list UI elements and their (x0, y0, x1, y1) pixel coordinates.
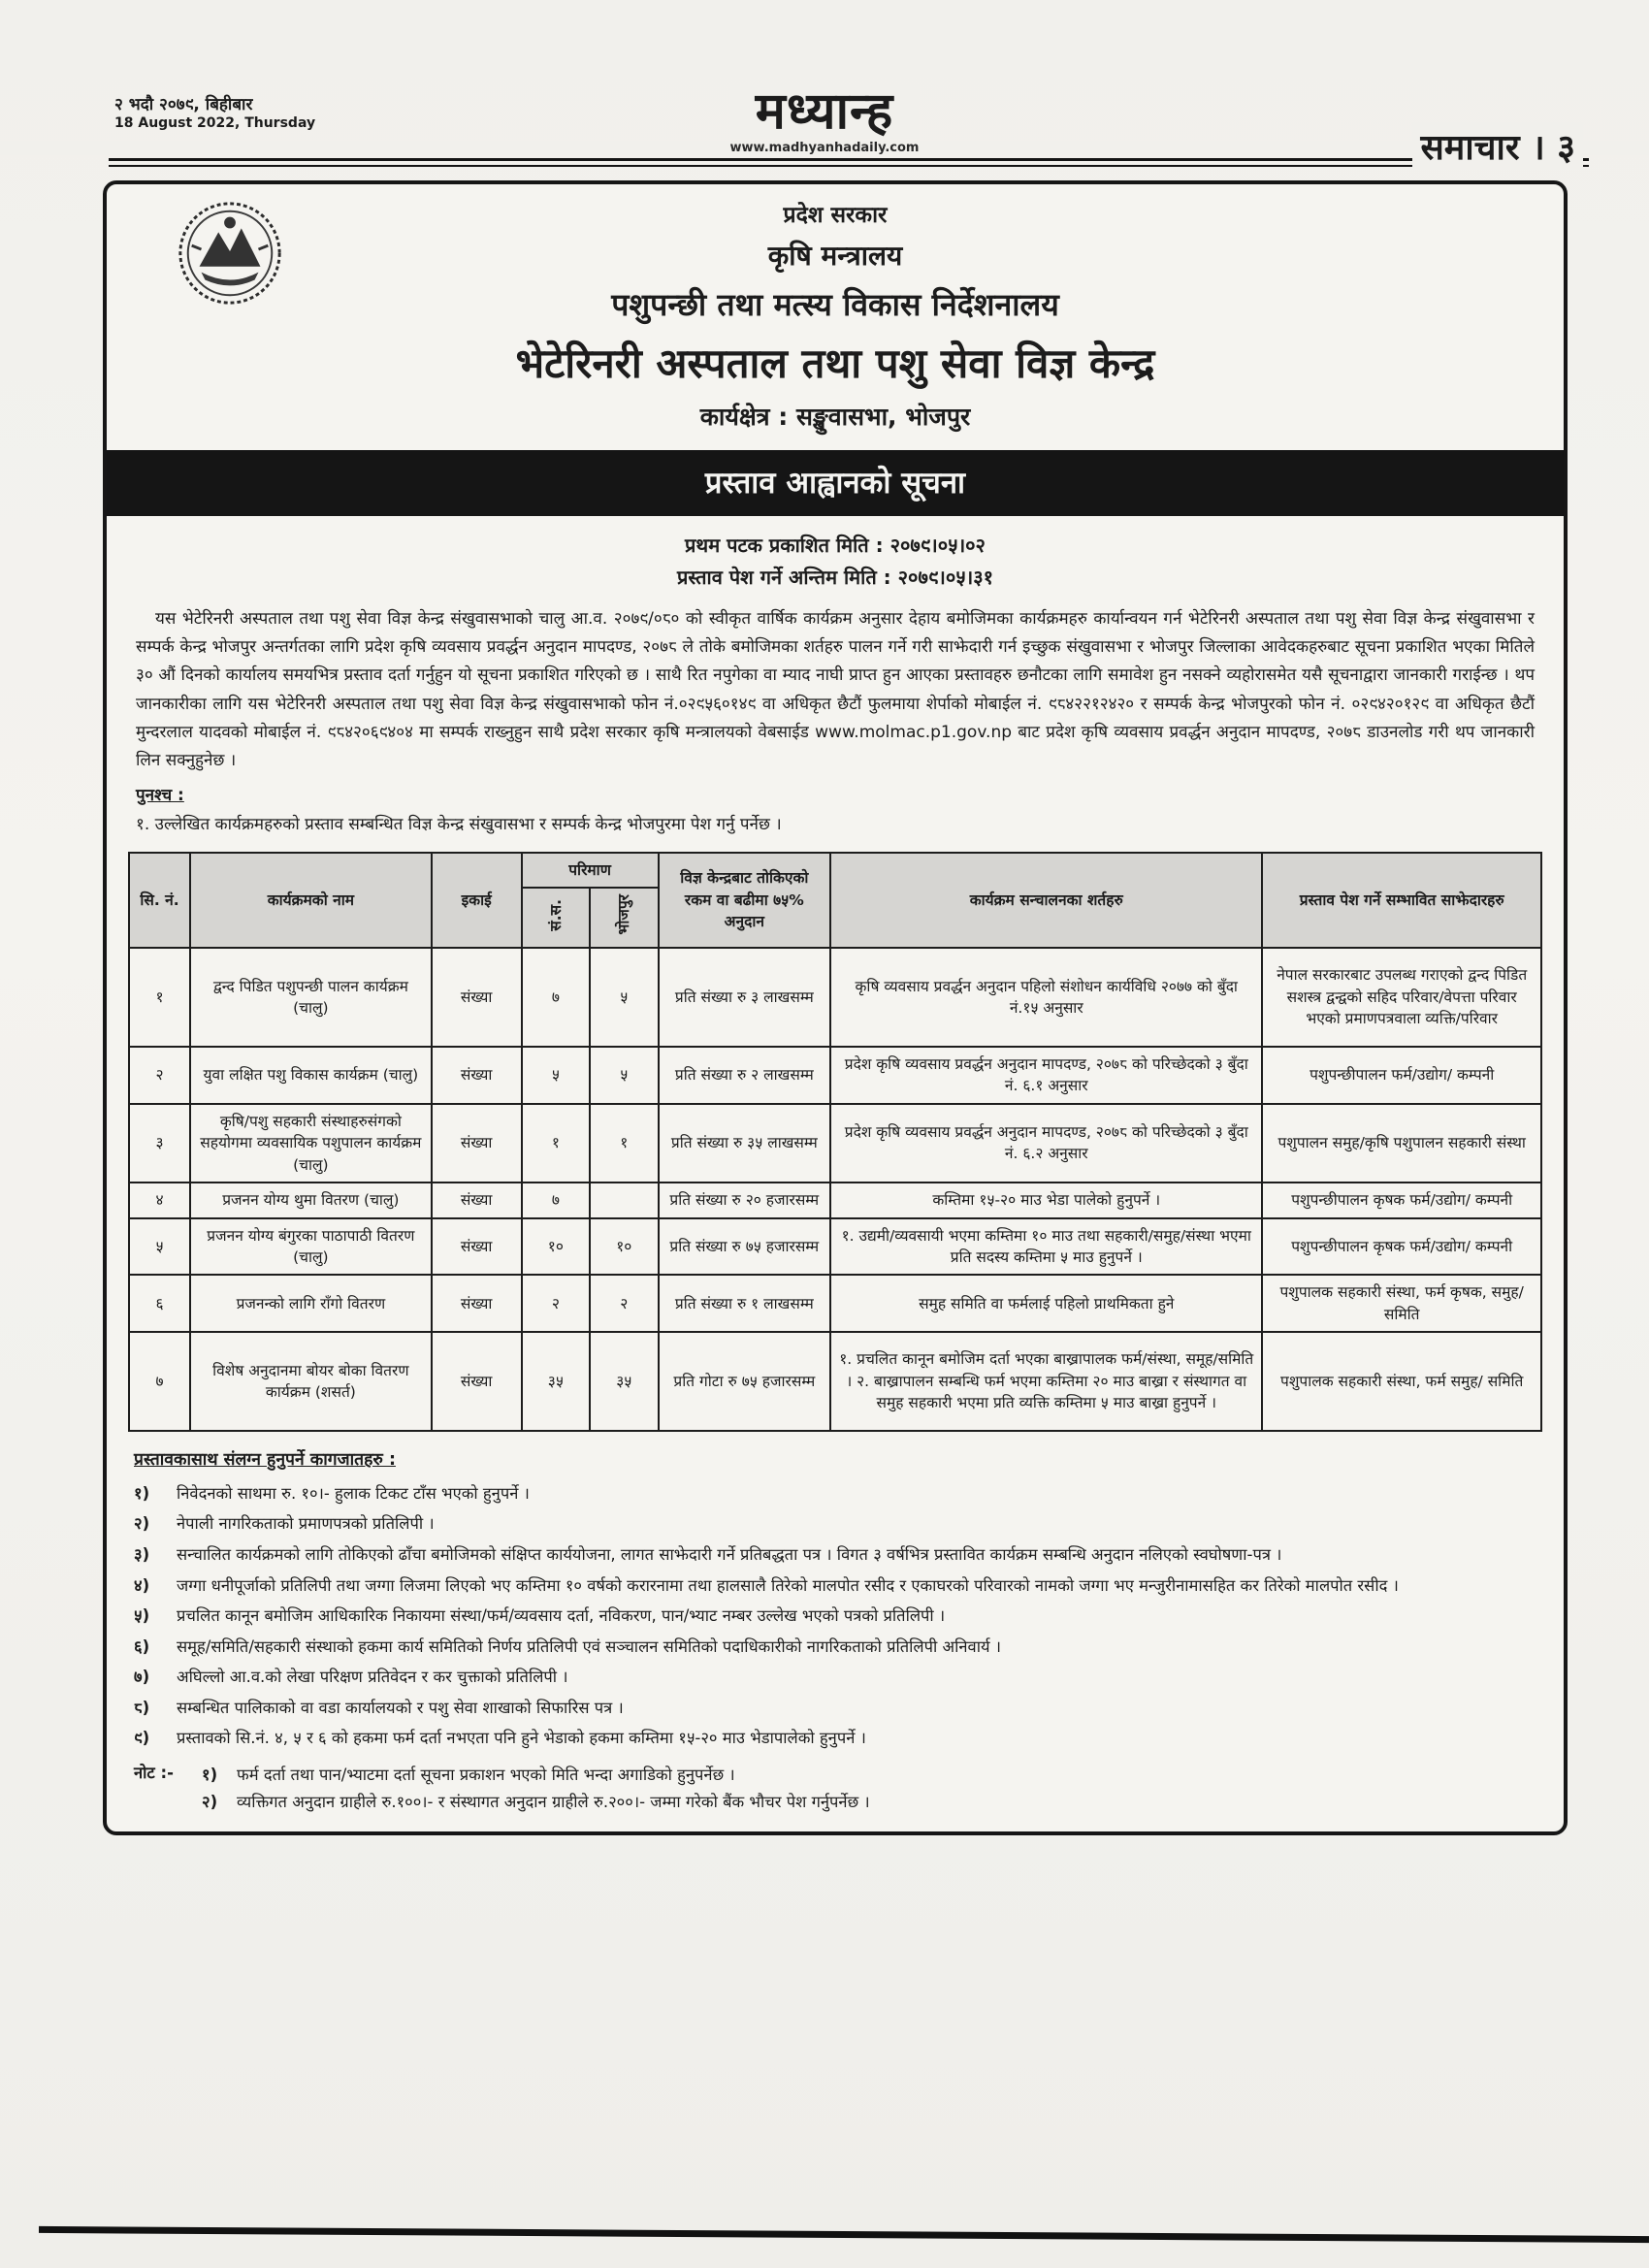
documents-heading: प्रस्तावकासाथ संलग्न हुनुपर्ने कागजातहरु : (134, 1449, 396, 1470)
section-page-label: समाचार । ३ (1412, 122, 1583, 170)
notice-dates (107, 530, 1564, 594)
submission-deadline-date: प्रस्ताव पेश गर्ने अन्तिम मिति : २०७९।०५।३१ (676, 566, 993, 589)
list-item-text: अघिल्लो आ.व.को लेखा परिक्षण प्रतिवेदन र कर चुक्ताको प्रतिलिपी । (177, 1668, 568, 1687)
masthead-block (0, 82, 1649, 155)
cell-conditions: प्रदेश कृषि व्यवसाय प्रवर्द्धन अनुदान मापदण्ड, २०७८ को परिच्छेदको ३ बुँदा नं. ६.१ अनुसार (830, 1047, 1262, 1104)
note-section (134, 1761, 1536, 1814)
notice-title-bar: प्रस्ताव आह्वानको सूचना (107, 450, 1564, 516)
cell-qty-bhojpur: १० (590, 1218, 658, 1276)
list-item-text: प्रस्तावको सि.नं. ४, ५ र ६ को हकमा फर्म दर्ता नभएता पनि हुने भेडाको हकमा कम्तिमा १५-२० माउ भेडापालेको हुनुपर्ने । (177, 1729, 866, 1748)
list-item (134, 1635, 1536, 1660)
table-row (129, 1275, 1541, 1332)
note-item-text: व्यक्तिगत अनुदान ग्राहीले रु.१००।- र संस्थागत अनुदान ग्राहीले रु.२००।- जम्मा गरेको बैंक भौचर पेश गर्नुपर्नेछ । (237, 1792, 870, 1811)
cell-qty-sankhuwasabha: ७ (522, 1183, 590, 1217)
cell-sn: ७ (129, 1332, 190, 1430)
list-item-number: ५) (134, 1606, 150, 1626)
newspaper-masthead: मध्यान्ह (730, 85, 919, 139)
cell-partners: पशुपन्छीपालन फर्म/उद्योग/ कम्पनी (1262, 1047, 1541, 1104)
letterhead-jurisdiction: कार्यक्षेत्र : सङ्खुवासभा, भोजपुर (699, 403, 971, 431)
list-item-number: ७) (134, 1668, 150, 1687)
cell-qty-sankhuwasabha: २ (522, 1275, 590, 1332)
list-item (134, 1696, 1536, 1721)
note-item (202, 1790, 1536, 1815)
list-item-number: ३) (134, 1545, 150, 1565)
list-item (134, 1481, 1536, 1507)
header-amount: विज्ञ केन्द्रबाट तोकिएको रकम वा बढीमा ७५% अनुदान (659, 853, 831, 949)
header-program-name: कार्यक्रमको नाम (190, 853, 432, 949)
cell-conditions: १. उद्यमी/व्यवसायी भएमा कम्तिमा १० माउ तथा सहकारी/समुह/संस्था भएमा प्रति सदस्य कम्तिमा ५ माउ हुनुपर्ने । (830, 1218, 1262, 1276)
postscript-section (136, 783, 1535, 837)
list-item-text: जग्गा धनीपूर्जाको प्रतिलिपी तथा जग्गा लिजमा लिएको भए कम्तिमा १० वर्षको करारनामा तथा हालसालै तिरेको मालपोत रसीद र एकाघरको परिवारको नामको जग्गा भए मन्जुरीनामासहित कर तिरेको मालपोत रसीद । (177, 1575, 1399, 1595)
list-item (134, 1665, 1536, 1690)
cell-conditions: प्रदेश कृषि व्यवसाय प्रवर्द्धन अनुदान मापदण्ड, २०७८ को परिच्छेदको ३ बुँदा नं. ६.२ अनुसार (830, 1104, 1262, 1183)
cell-amount: प्रति संख्या रु ३ लाखसम्म (659, 948, 831, 1046)
cell-conditions: कम्तिमा १५-२० माउ भेडा पालेको हुनुपर्ने । (830, 1183, 1262, 1217)
list-item-number: १) (134, 1483, 150, 1503)
list-item (134, 1573, 1536, 1599)
header-conditions: कार्यक्रम सन्चालनका शर्तहरु (830, 853, 1262, 949)
list-item-text: नेपाली नागरिकताको प्रमाणपत्रको प्रतिलिपी । (177, 1514, 435, 1534)
list-item (134, 1604, 1536, 1629)
bottom-page-rule (39, 2226, 1649, 2243)
cell-sn: २ (129, 1047, 190, 1104)
notice-box (103, 180, 1568, 1835)
table-row (129, 1047, 1541, 1104)
postscript-label: पुनश्च : (136, 786, 184, 806)
cell-unit: संख्या (432, 1183, 522, 1217)
cell-qty-sankhuwasabha: ५ (522, 1047, 590, 1104)
list-item-number: २) (134, 1514, 150, 1534)
cell-program: कृषि/पशु सहकारी संस्थाहरुसंगको सहयोगमा व्यवसायिक पशुपालन कार्यक्रम (चालु) (190, 1104, 432, 1183)
cell-amount: प्रति गोटा रु ७५ हजारसम्म (659, 1332, 831, 1430)
cell-qty-sankhuwasabha: १० (522, 1218, 590, 1276)
cell-partners: पशुपालन समुह/कृषि पशुपालन सहकारी संस्था (1262, 1104, 1541, 1183)
list-item-number: ४) (134, 1575, 150, 1595)
cell-program: विशेष अनुदानमा बोयर बोका वितरण कार्यक्रम (शसर्त) (190, 1332, 432, 1430)
header-sn: सि. नं. (129, 853, 190, 949)
list-item (134, 1542, 1536, 1568)
cell-qty-sankhuwasabha: ७ (522, 948, 590, 1046)
nepal-government-emblem-icon (173, 196, 287, 310)
cell-conditions: १. प्रचलित कानून बमोजिम दर्ता भएका बाख्रापालक फर्म/संस्था, समूह/समिति । २. बाख्रापालन सम्बन्धि फर्म भएमा कम्तिमा २० माउ बाख्रा र संस्थागत वा समुह सहकारी भएमा प्रति व्यक्ति कम्तिमा ५ माउ बाख्रा हुनुपर्ने । (830, 1332, 1262, 1430)
notice-body-paragraph: यस भेटेरिनरी अस्पताल तथा पशु सेवा विज्ञ केन्द्र संखुवासभाको चालु आ.व. २०७९/०८० को स्वीकृत वार्षिक कार्यक्रम अनुसार देहाय बमोजिमका कार्यक्रमहरु कार्यान्वयन गर्न भेटेरिनरी अस्पताल तथा पशु सेवा विज्ञ केन्द्र संखुवासभा र सम्पर्क केन्द्र भोजपुर अन्तर्गतका लागि प्रदेश कृषि व्यवसाय प्रवर्द्धन अनुदान मापदण्ड, २०७८ ले तोके बमोजिमका शर्तहरु पालन गर्ने गरी साझेदारी गर्न इच्छुक संखुवासभा र भोजपुर जिल्लाका आवेदकहरुबाट सूचना प्रकाशित भएका मितिले ३० औं दिनको कार्यालय समयभित्र प्रस्ताव दर्ता गर्नुहुन यो सूचना प्रकाशित गरिएको छ । साथै रित नपुगेका वा म्याद नाघी प्राप्त हुन आएका प्रस्तावहरु छनौटका लागि समावेश हुन नसक्ने व्यहोरासमेत यसै सूचनाद्वारा जानकारी गराईन्छ । थप जानकारीका लागि यस भेटेरिनरी अस्पताल तथा पशु सेवा विज्ञ केन्द्र संखुवासभाको फोन नं.०२९५६०१४९ वा अधिकृत छैटौं फुलमाया शेर्पाको मोबाईल नं. ९८४२२१२४२० र सम्पर्क केन्द्र भोजपुरको फोन नं. ०२९४२०१२९ वा अधिकृत छैटौं मुन्दरलाल यादवको मोबाईल नं. ९८४२०६९४०४ मा सम्पर्क राख्नुहुन साथै प्रदेश सरकार कृषि मन्त्रालयको वेबसाईड www.molmac.p1.gov.np बाट प्रदेश कृषि व्यवसाय प्रवर्द्धन अनुदान मापदण्ड, २०७८ डाउनलोड गरी थप जानकारी लिन सक्नुहुनेछ । (136, 609, 1535, 771)
note-body (202, 1761, 1536, 1814)
letterhead-ministry: कृषि मन्त्रालय (767, 240, 903, 272)
cell-qty-bhojpur (590, 1183, 658, 1217)
cell-qty-bhojpur: १ (590, 1104, 658, 1183)
cell-sn: ५ (129, 1218, 190, 1276)
table-row (129, 1104, 1541, 1183)
list-item-number: ८) (134, 1698, 150, 1717)
letterhead-directorate: पशुपन्छी तथा मत्स्य विकास निर्देशनालय (611, 286, 1059, 323)
cell-partners: पशुपालक सहकारी संस्था, फर्म समुह/ समिति (1262, 1332, 1541, 1430)
header-qty-bhojpur: भोजपुर (590, 888, 658, 948)
table-row (129, 1183, 1541, 1217)
note-item-number: १) (202, 1765, 218, 1784)
cell-unit: संख्या (432, 1104, 522, 1183)
cell-qty-bhojpur: २ (590, 1275, 658, 1332)
list-item-number: ६) (134, 1636, 150, 1656)
required-documents-section (134, 1447, 1536, 1814)
cell-unit: संख्या (432, 1332, 522, 1430)
cell-qty-bhojpur: ५ (590, 1047, 658, 1104)
letterhead (107, 184, 1564, 440)
cell-conditions: कृषि व्यवसाय प्रवर्द्धन अनुदान पहिलो संशोधन कार्यविधि २०७७ को बुँदा नं.१५ अनुसार (830, 948, 1262, 1046)
list-item-number: ९) (134, 1729, 150, 1748)
cell-partners: पशुपन्छीपालन कृषक फर्म/उद्योग/ कम्पनी (1262, 1183, 1541, 1217)
list-item-text: निवेदनको साथमा रु. १०।- हुलाक टिकट टाँस भएको हुनुपर्ने । (177, 1483, 530, 1503)
cell-unit: संख्या (432, 1275, 522, 1332)
cell-partners: पशुपालक सहकारी संस्था, फर्म कृषक, समुह/समिति (1262, 1275, 1541, 1332)
cell-program: द्वन्द पिडित पशुपन्छी पालन कार्यक्रम (चालु) (190, 948, 432, 1046)
cell-qty-sankhuwasabha: १ (522, 1104, 590, 1183)
cell-program: प्रजनन्को लागि राँगो वितरण (190, 1275, 432, 1332)
cell-amount: प्रति संख्या रु २० हजारसम्म (659, 1183, 831, 1217)
note-item-text: फर्म दर्ता तथा पान/भ्याटमा दर्ता सूचना प्रकाशन भएको मिति भन्दा अगाडिको हुनुपर्नेछ । (237, 1765, 735, 1784)
newspaper-website: www.madhyanhadaily.com (0, 141, 1649, 155)
cell-amount: प्रति संख्या रु १ लाखसम्म (659, 1275, 831, 1332)
cell-partners: पशुपन्छीपालन कृषक फर्म/उद्योग/ कम्पनी (1262, 1218, 1541, 1276)
cell-unit: संख्या (432, 1047, 522, 1104)
table-row (129, 1218, 1541, 1276)
list-item (134, 1511, 1536, 1537)
cell-program: प्रजनन योग्य बंगुरका पाठापाठी वितरण (चालु) (190, 1218, 432, 1276)
cell-program: प्रजनन योग्य थुमा वितरण (चालु) (190, 1183, 432, 1217)
programs-table-header (129, 853, 1541, 949)
issue-date-english: 18 August 2022, Thursday (114, 115, 316, 132)
issue-date-nepali: २ भदौ २०७९, बिहीबार (114, 95, 253, 114)
list-item-text: प्रचलित कानून बमोजिम आधिकारिक निकायमा संस्था/फर्म/व्यवसाय दर्ता, नविकरण, पान/भ्याट नम्बर उल्लेख भएको पत्रको प्रतिलिपी । (177, 1606, 946, 1626)
letterhead-office: भेटेरिनरी अस्पताल तथा पशु सेवा विज्ञ केन्द्र (515, 340, 1155, 387)
cell-partners: नेपाल सरकारबाट उपलब्ध गराएको द्वन्द पिडित सशस्त्र द्वन्द्वको सहिद परिवार/वेपत्ता परिवार भएको प्रमाणपत्रवाला व्यक्ति/परिवार (1262, 948, 1541, 1046)
cell-amount: प्रति संख्या रु ३५ लाखसम्म (659, 1104, 831, 1183)
header-partners: प्रस्ताव पेश गर्ने सम्भावित साझेदारहरु (1262, 853, 1541, 949)
cell-unit: संख्या (432, 948, 522, 1046)
letterhead-government: प्रदेश सरकार (783, 203, 888, 228)
note-item (202, 1763, 1536, 1788)
header-divider (109, 158, 1589, 167)
list-item-text: समूह/समिति/सहकारी संस्थाको हकमा कार्य समितिको निर्णय प्रतिलिपी एवं सञ्चालन समितिको पदाधिकारीको नागरिकताको प्रतिलिपी अनिवार्य । (177, 1636, 1002, 1656)
cell-unit: संख्या (432, 1218, 522, 1276)
list-item (134, 1726, 1536, 1751)
cell-qty-sankhuwasabha: ३५ (522, 1332, 590, 1430)
cell-qty-bhojpur: ५ (590, 948, 658, 1046)
postscript-item: १. उल्लेखित कार्यक्रमहरुको प्रस्ताव सम्बन्धित विज्ञ केन्द्र संखुवासभा र सम्पर्क केन्द्र भोजपुरमा पेश गर्नु पर्नेछ । (136, 814, 782, 834)
cell-amount: प्रति संख्या रु ७५ हजारसम्म (659, 1218, 831, 1276)
cell-conditions: समुह समिति वा फर्मलाई पहिलो प्राथमिकता हुने (830, 1275, 1262, 1332)
note-item-number: २) (202, 1792, 218, 1811)
cell-sn: ४ (129, 1183, 190, 1217)
table-row (129, 948, 1541, 1046)
cell-sn: ६ (129, 1275, 190, 1332)
list-item-text: सन्चालित कार्यक्रमको लागि तोकिएको ढाँचा बमोजिमको संक्षिप्त कार्ययोजना, लागत साझेदारी गर्ने प्रतिबद्धता पत्र । विगत ३ वर्षभित्र प्रस्तावित कार्यक्रम सम्बन्धि अनुदान नलिएको स्वघोषणा-पत्र । (177, 1545, 1282, 1565)
note-label: नोट :- (134, 1763, 174, 1782)
header-unit: इकाई (432, 853, 522, 949)
cell-qty-bhojpur: ३५ (590, 1332, 658, 1430)
header-qty-sankhuwasabha: सं.स. (522, 888, 590, 948)
programs-table (128, 852, 1542, 1432)
cell-program: युवा लक्षित पशु विकास कार्यक्रम (चालु) (190, 1047, 432, 1104)
first-published-date: प्रथम पटक प्रकाशित मिति : २०७९।०५।०२ (685, 534, 986, 557)
table-row (129, 1332, 1541, 1430)
cell-amount: प्रति संख्या रु २ लाखसम्म (659, 1047, 831, 1104)
list-item-text: सम्बन्धित पालिकाको वा वडा कार्यालयको र पशु सेवा शाखाको सिफारिस पत्र । (177, 1698, 624, 1717)
cell-sn: ३ (129, 1104, 190, 1183)
header-quantity: परिमाण (522, 853, 659, 888)
cell-sn: १ (129, 948, 190, 1046)
